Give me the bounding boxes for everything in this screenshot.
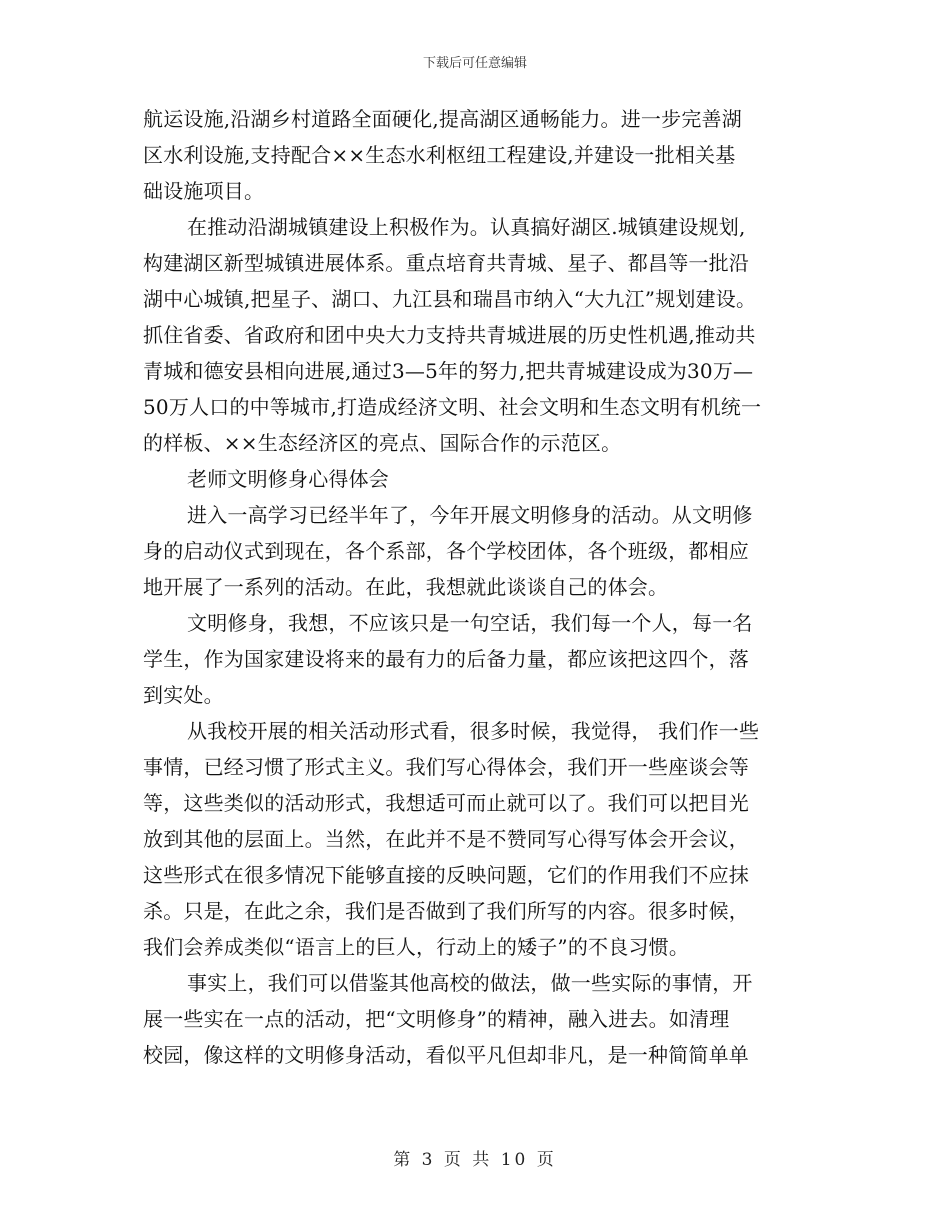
text-line: 到实处。: [143, 683, 224, 707]
text-line: 地开展了一系列的活动。在此，我想就此谈谈自己的体会。: [143, 575, 669, 599]
text-line: 杀。只是，在此之余，我们是否做到了我们所写的内容。很多时候，: [143, 899, 749, 923]
text-line: 湖中心城镇,把星子、湖口、九江县和瑞昌市纳入“大九江”规划建设。: [143, 287, 757, 311]
text-line: 50万人口的中等城市,打造成经济文明、社会文明和生态文明有机统一: [143, 395, 762, 419]
text-line: 航运设施,沿湖乡村道路全面硬化,提高湖区通畅能力。进一步完善湖: [143, 107, 742, 131]
text-line: 放到其他的层面上。当然，在此并不是不赞同写心得写体会开会议，: [143, 827, 749, 851]
text-line: 区水利设施,支持配合××生态水利枢纽工程建设,并建设一批相关基: [143, 143, 736, 167]
text-line: 等，这些类似的活动形式，我想适可而止就可以了。我们可以把目光: [143, 791, 749, 815]
text-line: 展一些实在一点的活动，把“文明修身”的精神，融入进去。如清理: [143, 1007, 730, 1031]
text-line: 青城和德安县相向进展,通过3—5年的努力,把共青城建设成为30万—: [143, 359, 754, 383]
paragraph-start-line: 事实上，我们可以借鉴其他高校的做法，做一些实际的事情，开: [187, 971, 753, 995]
paragraph-start-line: 进入一高学习已经半年了，今年开展文明修身的活动。从文明修: [187, 503, 753, 527]
text-line: 础设施项目。: [143, 179, 265, 203]
paragraph-start-line: 从我校开展的相关活动形式看，很多时候，我觉得， 我们作一些: [187, 719, 760, 743]
document-body: [143, 101, 823, 1073]
text-line: 我们会养成类似“语言上的巨人，行动上的矮子”的不良习惯。: [143, 935, 690, 959]
text-line: 事情，已经习惯了形式主义。我们写心得体会，我们开一些座谈会等: [143, 755, 749, 779]
text-line: 这些形式在很多情况下能够直接的反映问题，它们的作用我们不应抹: [143, 863, 749, 887]
paragraph-start-line: 在推动沿湖城镇建设上积极作为。认真搞好湖区.城镇建设规划,: [187, 215, 746, 239]
paragraph-start-line: 文明修身，我想，不应该只是一句空话，我们每一个人，每一名: [187, 611, 753, 635]
text-line: 抓住省委、省政府和团中央大力支持共青城进展的历史性机遇,推动共: [143, 323, 756, 347]
section-title: 老师文明修身心得体会: [187, 467, 389, 491]
text-line: 构建湖区新型城镇进展体系。重点培育共青城、星子、都昌等一批沿: [143, 251, 749, 275]
page-number-footer: 第 3 页 共 10 页: [393, 1150, 557, 1170]
text-line: 的样板、××生态经济区的亮点、国际合作的示范区。: [143, 431, 622, 455]
text-line: 身的启动仪式到现在，各个系部，各个学校团体，各个班级，都相应: [143, 539, 749, 563]
text-line: 学生，作为国家建设将来的最有力的后备力量，都应该把这四个，落: [143, 647, 749, 671]
page-header-note: 下载后可任意编辑: [422, 56, 527, 71]
text-line: 校园，像这样的文明修身活动，看似平凡但却非凡，是一种简简单单: [143, 1043, 749, 1067]
